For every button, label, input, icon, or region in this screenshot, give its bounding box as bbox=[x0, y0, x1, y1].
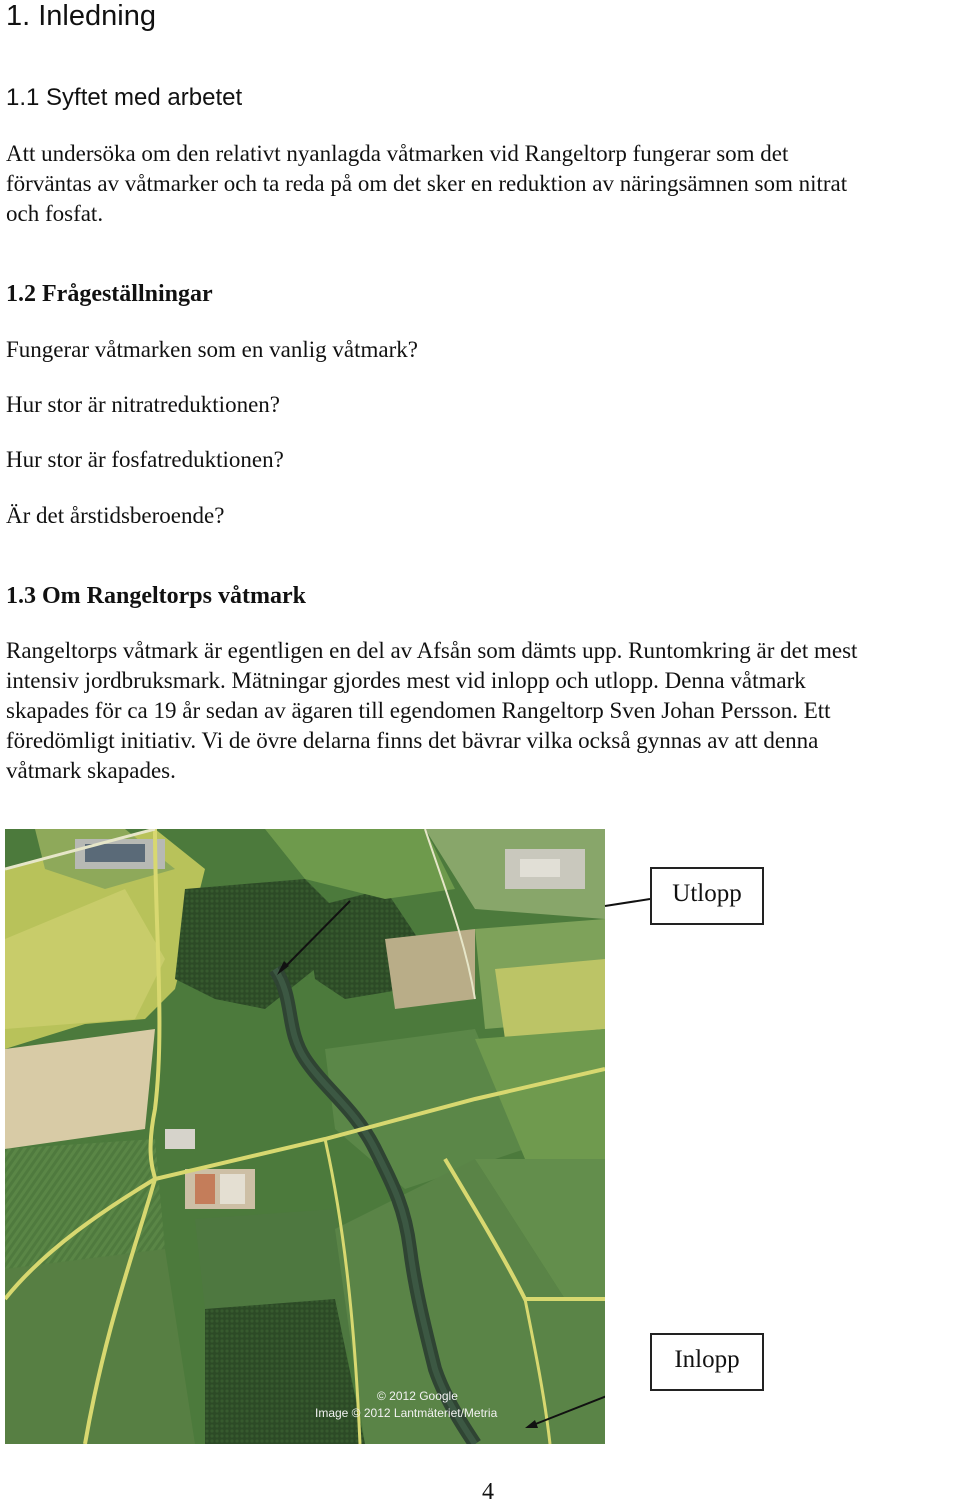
question-2: Hur stor är nitratreduktionen? bbox=[6, 392, 280, 417]
paragraph-line: Att undersöka om den relativt nyanlagda våtmarken vid Rangeltorp fungerar som det bbox=[6, 141, 789, 166]
callout-utlopp-text: Utlopp bbox=[672, 880, 742, 907]
paragraph-line: och fosfat. bbox=[6, 201, 104, 226]
paragraph-line: Rangeltorps våtmark är egentligen en del av Afsån som dämts upp. Runtomkring är det mest bbox=[6, 638, 858, 663]
question-3: Hur stor är fosfatreduktionen? bbox=[6, 447, 284, 472]
paragraph-line: skapades för ca 19 år sedan av ägaren till egendomen Rangeltorp Sven Johan Persson. Ett bbox=[6, 698, 831, 723]
chapter-heading: 1. Inledning bbox=[6, 0, 156, 32]
map-copyright-google: © 2012 Google bbox=[377, 1389, 458, 1403]
page-number: 4 bbox=[482, 1479, 494, 1505]
callout-inlopp-text: Inlopp bbox=[674, 1346, 740, 1373]
question-1: Fungerar våtmarken som en vanlig våtmark? bbox=[6, 337, 418, 362]
paragraph-line: intensiv jordbruksmark. Mätningar gjordes mest vid inlopp och utlopp. Denna våtmark bbox=[6, 668, 806, 693]
paragraph-line: förväntas av våtmarker och ta reda på om det sker en reduktion av näringsämnen som nitrat bbox=[6, 171, 848, 196]
section-heading-rangeltorp: 1.3 Om Rangeltorps våtmark bbox=[6, 583, 306, 609]
callout-utlopp bbox=[650, 867, 764, 925]
callout-inlopp bbox=[650, 1333, 764, 1391]
paragraph-line: våtmark skapades. bbox=[6, 758, 176, 783]
question-4: Är det årstidsberoende? bbox=[6, 503, 225, 528]
section-heading-fragestallningar: 1.2 Frågeställningar bbox=[6, 281, 213, 307]
paragraph-line: föredömligt initiativ. Vi de övre delarna finns det bävrar vilka också gynnas av att denna bbox=[6, 728, 819, 753]
map-copyright-lantmateriet: Image © 2012 Lantmäteriet/Metria bbox=[315, 1406, 498, 1420]
arrow-utlopp-connector bbox=[605, 899, 650, 906]
section-heading-syfte: 1.1 Syftet med arbetet bbox=[6, 84, 243, 111]
